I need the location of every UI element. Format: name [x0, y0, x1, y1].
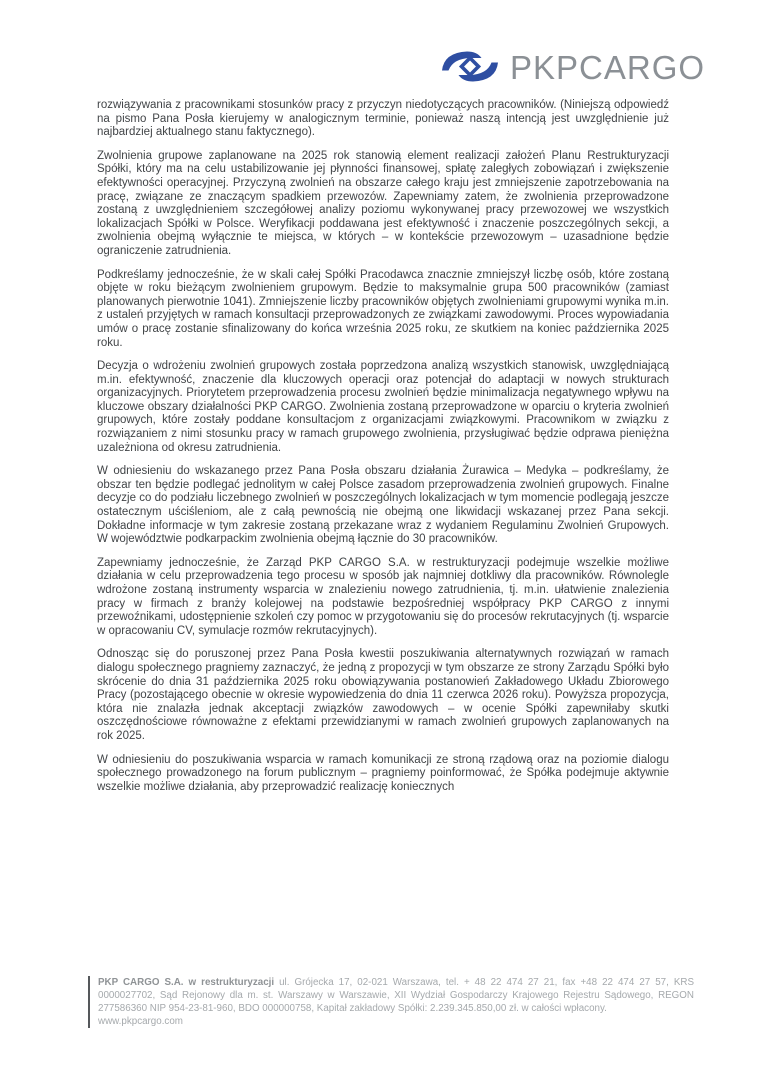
footer [88, 976, 694, 1028]
body-paragraph: Zwolnienia grupowe zaplanowane na 2025 rok stanowią element realizacji założeń Planu Restrukturyzacji Spółki, który ma na celu ustabilizowanie jej płynności finansowej, spłatę zaległych zobowiązań i zwiększenie efektywności operacyjnej. Przyczyną zwolnień na obszarze całego kraju jest zmniejszenie zapotrzebowania na pracę, związane ze znaczącym spadkiem przewozów. Zapewniamy zatem, że zwolnienia przeprowadzone zostaną z uwzględnieniem szczegółowej analizy poziomu wykonywanej pracy przewozowej we wszystkich lokalizacjach Spółki w Polsce. Weryfikacji poddawana jest efektywność i znaczenie poszczególnych sekcji, a zwolnienia obejmą wyłącznie te miejsca, w których – w kontekście przewozowym – uzasadnione będzie ograniczenie zatrudnienia. [97, 149, 669, 257]
pkp-cargo-logo-icon [440, 45, 500, 88]
logo-wordmark: PKPCARGO [510, 49, 706, 86]
body-paragraph: W odniesieniu do wskazanego przez Pana Posła obszaru działania Żurawica – Medyka – podkreślamy, że obszar ten będzie podlegać jednolitym w całej Polsce zasadom przeprowadzenia zwolnień grupowych. Finalne decyzje co do podziału liczebnego zwolnień w poszczególnych lokalizacjach w tym momencie podlegają jeszcze ostatecznym uściśleniom, ale z całą pewnością nie obejmą one likwidacji wskazanej przez Pana sekcji. Dokładne informacje w tym zakresie zostaną przekazane wraz z wydaniem Regulaminu Zwolnień Grupowych. W województwie podkarpackim zwolnienia obejmą łącznie do 30 pracowników. [97, 465, 669, 546]
footer-website: www.pkpcargo.com [98, 1016, 183, 1027]
body-paragraph: Odnosząc się do poruszonej przez Pana Posła kwestii poszukiwania alternatywnych rozwiązań w ramach dialogu społecznego pragniemy zaznaczyć, że jedną z propozycji w tym obszarze ze strony Zarządu Spółki było skrócenie do dnia 31 października 2025 roku obowiązywania postanowień Zakładowego Układu Zbiorowego Pracy (pozostającego obecnie w okresie wypowiedzenia do dnia 11 czerwca 2026 roku). Powyższa propozycja, która nie znalazła jednak akceptacji związków zawodowych – w ocenie Spółki zapewniłaby skutki oszczędnościowe równoważne z efektami przewidzianymi w ramach zwolnień grupowych zaplanowanych na rok 2025. [97, 648, 669, 742]
letter-body [97, 99, 669, 804]
body-paragraph: Podkreślamy jednocześnie, że w skali całej Spółki Pracodawca znacznie zmniejszył liczbę osób, które zostaną objęte w roku bieżącym zwolnieniem grupowym. Będzie to maksymalnie grupa 500 pracowników (zamiast planowanych pierwotnie 1041). Zmniejszenie liczby pracowników objętych zwolnieniami grupowymi wynika m.in. z ustaleń przyjętych w ramach konsultacji przeprowadzonych ze związkami zawodowymi. Proces wypowiadania umów o pracę zostanie sfinalizowany do końca września 2025 roku, ze skutkiem na koniec października 2025 roku. [97, 268, 669, 349]
footer-company-name: PKP CARGO S.A. w restrukturyzacji [98, 977, 275, 988]
footer-legal [98, 976, 694, 1015]
body-paragraph: W odniesieniu do poszukiwania wsparcia w ramach komunikacji ze stroną rządową oraz na poziomie dialogu społecznego prowadzonego na forum publicznym – pragniemy poinformować, że Spółka podejmuje aktywnie wszelkie możliwe działania, aby przeprowadzić realizację koniecznych [97, 753, 669, 793]
footer-legal-text: ul. Grójecka 17, 02-021 Warszawa, tel. + 48 22 474 27 21, fax +48 22 474 27 57, KRS 0000027702, Sąd Rejonowy dla m. st. Warszawy w Warszawie, XII Wydział Gospodarczy Krajowego Rejestru Sądowego, REGON 277586360 NIP 954-23-81-960, BDO 000000758, Kapitał zakładowy Spółki: 2.239.345.850,00 zł. w całości wpłacony. [98, 977, 694, 1014]
body-paragraph: rozwiązywania z pracownikami stosunków pracy z przyczyn niedotyczących pracowników. (Niniejszą odpowiedź na pismo Pana Posła kierujemy w analogicznym terminie, ponieważ naszą intencją jest uwzględnienie już najbardziej aktualnego stanu faktycznego). [97, 99, 669, 139]
body-paragraph: Zapewniamy jednocześnie, że Zarząd PKP CARGO S.A. w restrukturyzacji podejmuje wszelkie możliwe działania w celu przeprowadzenia tego procesu w sposób jak najmniej dotkliwy dla pracowników. Równolegle wdrożone zostaną instrumenty wsparcia w znalezieniu nowego zatrudnienia, tj. m.in. ułatwienie znalezienia pracy w firmach z branży kolejowej na podstawie bezpośredniej współpracy PKP CARGO z innymi przewoźnikami, udostępnienie szkoleń czy pomoc w przygotowaniu się do procesów rekrutacyjnych (tj. wsparcie w opracowaniu CV, symulacje rozmów rekrutacyjnych). [97, 556, 669, 637]
body-paragraph: Decyzja o wdrożeniu zwolnień grupowych została poprzedzona analizą wszystkich stanowisk, uwzględniającą m.in. efektywność, znaczenie dla kluczowych operacji oraz potencjał do adaptacji w nowych strukturach organizacyjnych. Priorytetem przeprowadzenia procesu zwolnień będzie minimalizacja negatywnego wpływu na kluczowe obszary działalności PKP CARGO. Zwolnienia zostaną przeprowadzone w oparciu o kryteria zwolnień grupowych, które zostały poddane konsultacjom z organizacjami związkowymi. Pracownikom w związku z rozwiązaniem z nimi stosunku pracy w ramach grupowego zwolnienia, przysługiwać będzie odprawa pieniężna uzależniona od okresu zatrudnienia. [97, 360, 669, 454]
header-logo [440, 45, 705, 88]
